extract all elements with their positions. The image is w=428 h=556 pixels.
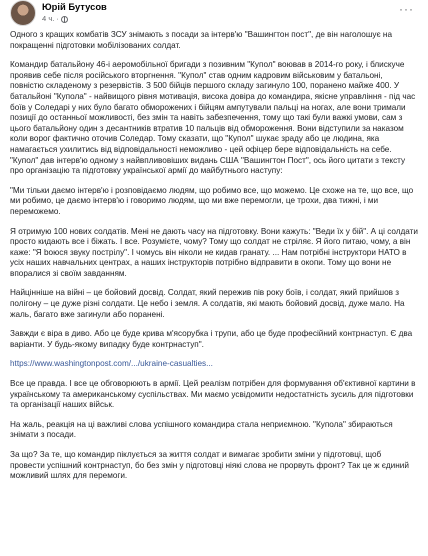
post-paragraph: Я отримую 100 нових солдатів. Мені не дають часу на підготовку. Вони кажуть: "Веди їх у бій". А ці солдати просто кидають все і біжать. І все. Розумієте, чому? Тому що солдат не стріляє. Я його питаю, чому, а він каже: "Я boюся звуку пострілу". І чомусь він ніколи не кидав гранату. ... Нам потрібні інструктори НАТО в усіх наших навчальних центрах, а наших інструкторів потрібно відправити в окопи. Тому що вони не впоралися зі своїм завданням. [10, 226, 419, 278]
post-paragraph: Командир батальйону 46-і аеромобільної бригади з позивним "Купол" воював в 2014-го року, і блискуче проявив себе після російського вторгнення. "Купол" став одним кадровим військовим у батальоні, повністю складеному з резервістів. З 500 бійців першого складу загинуло 100, поранено майже 400. У батальйоні "Купола" - найвищого рівня мотивація, висока довіра до командира, якісне управління - під час боїв у Соледарі у них було багато обморожених і бійцям ампутували пальці на ногах, але вони тримали позиції до останньої можливості, без змін та навіть забезпечення, тому що такі були важкі умови, сам з цього батальйону один з десантників втратив 10 пальців від обмороження. Вони відступили за наказом коли ворог фактично оточив Соледар. Тому сказати, що "Купол" шукає зраду або це людина, яка намагається ухилитись від відповідальності неможливо - цей офіцер бере відповідальність на себе. "Купол" дав інтерв'ю одному з найвпливовіших видань США "Вашингтон Пост", ось його цитати з тексту про організацію та підготовку української армії до майбутнього наступу: [10, 60, 416, 176]
post-link-paragraph [10, 359, 418, 370]
more-options-icon[interactable]: ··· [399, 2, 414, 16]
post-paragraph: Найцінніше на війні – це бойовий досвід. Солдат, який пережив пів року боїв, і солдат, який прийшов з полігону – це дуже різні солдати. Це небо і земля. А солдатів, які мають бойовий досвід, дуже мало. На жаль, багато вже загинули або поранені. [10, 288, 405, 319]
post-paragraph: На жаль, реакція на ці важливі слова успішного командира стала неприємною. "Купола" збираються знімати з посади. [10, 419, 393, 440]
post-paragraph: За що? За те, що командир піклується за життя солдат и вимагає зробити зміни у підготовці, щоб провести успішний контрнаступ, бо без змін у підготовці ніякі слова не прорвуть фронт? Так це ж єдиний можливий шлях для перемоги. [10, 450, 409, 481]
post-body [10, 30, 418, 482]
author-name[interactable]: Юрій Бутусов [42, 1, 107, 12]
meta-separator: · [56, 14, 59, 23]
post-header [10, 0, 418, 30]
post-meta [42, 14, 68, 25]
post-paragraph: Все це правда. І все це обговорюють в армії. Цей реалізм потрібен для формування об'єктивної картини в українському та американському суспільствах. Ми маємо усвідомити недостатність зусиль для підготовки та організації наших військ. [10, 379, 416, 410]
globe-icon[interactable] [61, 16, 68, 23]
post-time[interactable]: 4 ч. [42, 14, 55, 23]
post-paragraph: "Ми тільки даємо інтерв'ю і розповідаємо людям, що робимо все, що можемо. Це схоже на те, що все, що ми робимо, це даємо інтерв'ю і говоримо людям, що ми вже перемогли, це трохи, два тижні, і ми переможемо. [10, 185, 414, 216]
post-paragraph: Одного з кращих комбатів ЗСУ знімають з посади за інтерв'ю "Вашингтон пост", де він наголошує на покращенні підготовки мобілізованих солдат. [10, 30, 393, 50]
article-link[interactable]: https://www.washingtonpost.com/.../ukraine-casualties... [10, 359, 213, 369]
post-paragraph: Завжди є віра в диво. Або це буде крива м'ясорубка і трупи, або це буде професійний контрнаступ. Є два варіанти. У будь-якому випадку буде контрнаступ". [10, 329, 413, 349]
author-avatar[interactable] [10, 0, 36, 26]
